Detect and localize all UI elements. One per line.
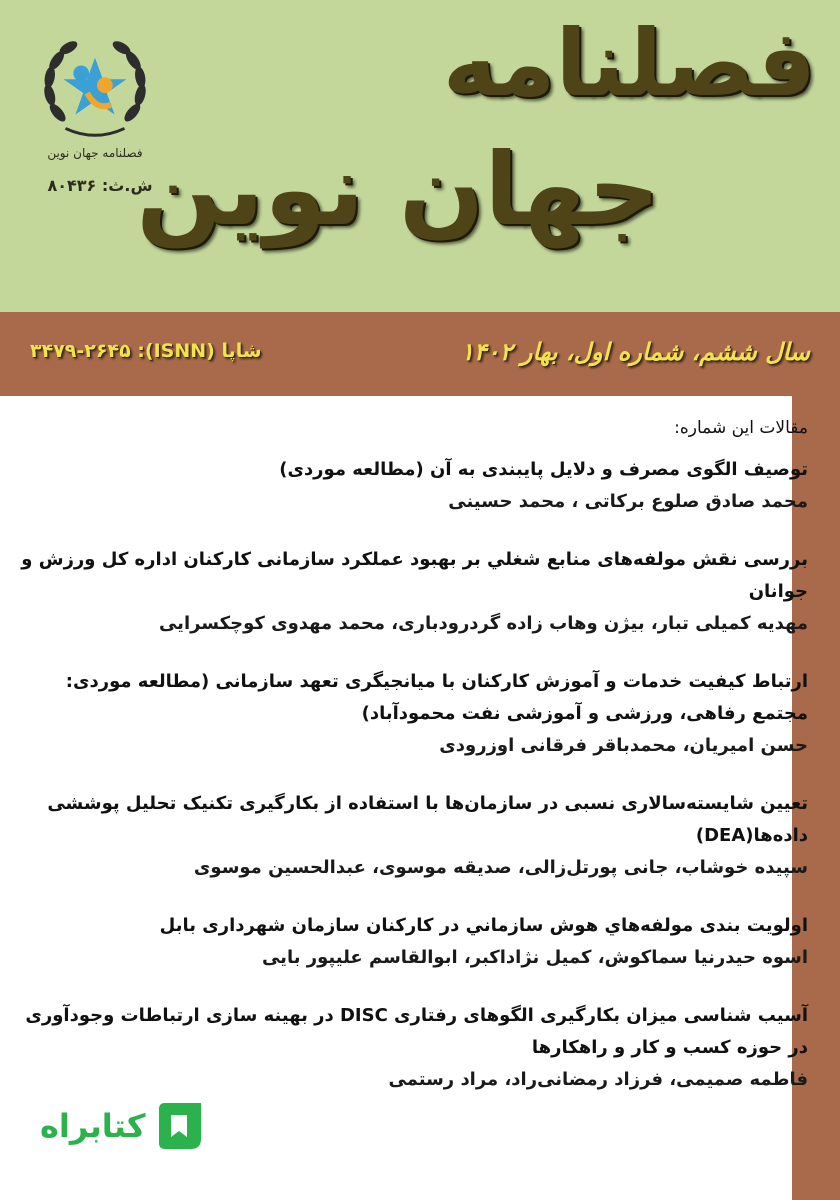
- article-item: [18, 910, 808, 974]
- article-title: توصیف الگوی مصرف و دلایل پایبندی به آن (مطالعه موردی): [279, 459, 808, 480]
- journal-title-line2: جهان نوین: [136, 131, 660, 248]
- article-item: [18, 454, 808, 518]
- publisher-brand: [40, 1096, 207, 1156]
- article-authors: فاطمه صمیمی، فرزاد رمضانی‌راد، مراد رستمی: [388, 1069, 808, 1090]
- contents-intro: مقالات این شماره:: [674, 418, 808, 438]
- article-authors: مهدیه کمیلی تبار، بیژن وهاب زاده گردرودباری، محمد مهدوی کوچکسرایی: [158, 613, 808, 634]
- article-title: اولویت بندی مولفه‌هاي هوش سازماني در کارکنان سازمان شهرداری بابل: [159, 915, 808, 936]
- article-title: تعیین شایسته‌سالاری نسبی در سازمان‌ها با استفاده از بکارگیری تکنیک تحلیل پوششی داده‌ها(DEA): [47, 793, 808, 846]
- table-of-contents: [18, 418, 808, 1122]
- publisher-name: کتابراه: [40, 1107, 146, 1145]
- journal-title-line1: فصلنامه: [442, 10, 816, 117]
- article-item: [18, 666, 808, 762]
- issue-info: سال ششم، شماره اول، بهار ۱۴۰۲: [461, 338, 810, 366]
- article-title: بررسی نقش مولفه‌های منابع شغلي بر بهبود عملکرد سازمانی کارکنان اداره کل ورزش و جوانان: [21, 549, 808, 602]
- article-item: [18, 788, 808, 884]
- article-authors: محمد صادق صلوع برکاتی ، محمد حسینی: [448, 491, 808, 512]
- registration-number: ش.ث: ۸۰۴۳۶: [47, 176, 153, 195]
- article-title: ارتباط کیفیت خدمات و آموزش کارکنان با میانجیگری تعهد سازمانی (مطالعه موردی: مجتمع رفاهی، ورزشی و آموزشی نفت محمودآباد): [65, 671, 808, 724]
- article-item: [18, 544, 808, 640]
- issn-info: شاپا (ISNN): ۳۴۷۹-۲۶۴۵: [30, 340, 262, 362]
- book-leaf-icon: [153, 1099, 207, 1153]
- article-authors: اسوه حیدرنیا سماکوش، کمیل نژاداکبر، ابوالقاسم علیپور بایی: [261, 947, 808, 968]
- article-authors: سپیده خوشاب، جانی پورتل‌زالی، صدیقه موسوی، عبدالحسین موسوی: [193, 857, 808, 878]
- article-item: [18, 1000, 808, 1096]
- article-authors: حسن امیریان، محمدباقر فرقانی اوزرودی: [439, 735, 808, 756]
- logo-label: فصلنامه جهان نوین: [47, 146, 143, 160]
- article-title: آسیب شناسی میزان بکارگیری الگوهای رفتاری DISC در بهینه سازی ارتباطات وجودآوری در حوزه کسب و کار و راهکارها: [25, 1005, 808, 1058]
